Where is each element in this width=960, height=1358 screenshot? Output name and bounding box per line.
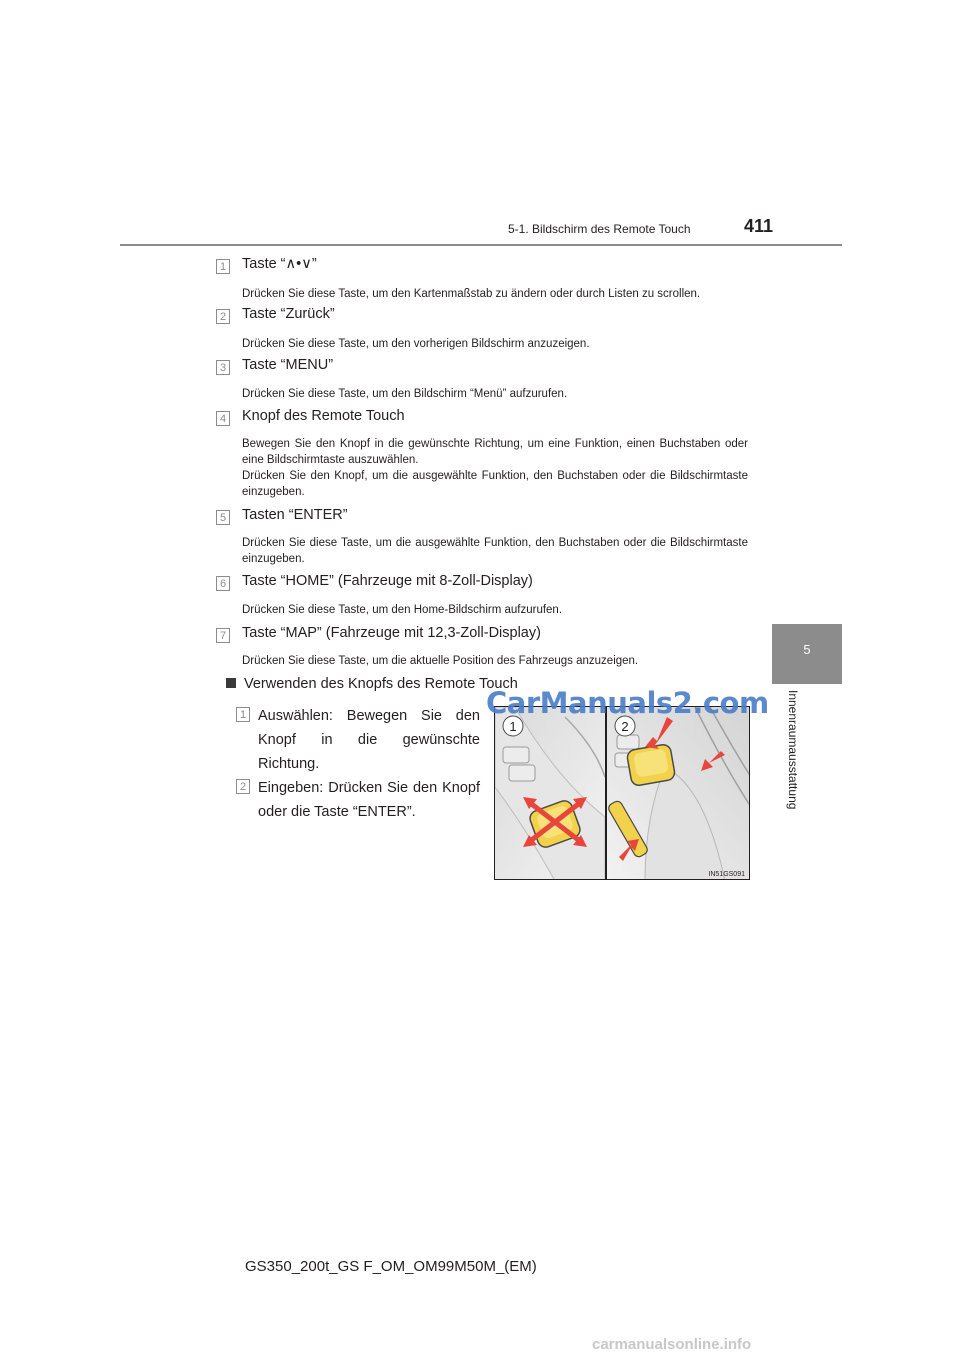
item-title: Taste “∧•∨” [242,256,317,272]
item-description: Drücken Sie diese Taste, um die ausgewählte Funktion, den Buchstaben oder die Bildschirmtaste einzugeben. [242,537,748,565]
step-number: 1 [236,707,250,722]
item-title: Knopf des Remote Touch [242,408,405,424]
section-title: 5-1. Bildschirm des Remote Touch [508,222,691,236]
callout-1: 1 [509,719,517,734]
illustration-code: IN51GS091 [708,871,745,878]
chapter-number: 5 [803,642,811,657]
right-button-shape [617,735,639,749]
item-title: Taste “MAP” (Fahrzeuge mit 12,3-Zoll-Display) [242,625,541,641]
square-bullet-icon [226,678,236,688]
chapter-label: Innenraumausstattung [786,690,800,810]
step-text: Eingeben: Drücken Sie den Knopf oder die Taste “ENTER”. [258,780,480,820]
item-number: 4 [216,411,230,426]
item-number: 6 [216,576,230,591]
header-divider [120,244,842,246]
watermark-carmanualsonline: carmanualsonline.info [592,1336,752,1353]
item-title: Taste “Zurück” [242,306,335,322]
step-number: 2 [236,779,250,794]
item-title: Tasten “ENTER” [242,507,348,523]
item-description: Drücken Sie diese Taste, um den Bildschirm “Menü” aufzurufen. [242,388,568,400]
subsection-heading [226,676,518,692]
item-description: Bewegen Sie den Knopf in die gewünschte Richtung, um eine Funktion, einen Buchstaben oder eine Bildschirmtaste auszuwählen. [242,438,748,466]
remote-touch-knob-drawing [495,707,750,880]
item-number: 3 [216,360,230,375]
item-title: Taste “MENU” [242,357,334,373]
left-button-shape [509,765,535,781]
item-description: Drücken Sie diese Taste, um den Kartenmaßstab zu ändern oder durch Listen zu scrollen. [242,288,701,300]
item-description: Drücken Sie diese Taste, um den vorherigen Bildschirm anzuzeigen. [242,338,590,350]
panel-divider [605,707,607,880]
item-number: 5 [216,510,230,525]
item-number: 2 [216,309,230,324]
item-description: Drücken Sie diese Taste, um den Home-Bildschirm aufzurufen. [242,604,563,616]
step-text: Auswählen: Bewegen Sie den Knopf in die gewünschte Richtung. [258,708,480,772]
document-code: GS350_200t_GS F_OM_OM99M50M_(EM) [245,1258,537,1275]
item-number: 7 [216,628,230,643]
item-description: Drücken Sie diese Taste, um die aktuelle Position des Fahrzeugs anzuzeigen. [242,655,639,667]
subsection-heading-text: Verwenden des Knopfs des Remote Touch [244,676,518,692]
item-description-secondary: Drücken Sie den Knopf, um die ausgewählte Funktion, den Buchstaben oder die Bildschirmtaste einzugeben. [242,470,748,498]
remote-touch-illustration [494,706,750,880]
callout-2: 2 [621,719,629,734]
page-number: 411 [744,216,774,236]
watermark-carmanuals2: CarManuals2.com [486,686,769,720]
item-title: Taste “HOME” (Fahrzeuge mit 8-Zoll-Display) [242,573,533,589]
item-number: 1 [216,259,230,274]
left-button-shape [503,747,529,763]
